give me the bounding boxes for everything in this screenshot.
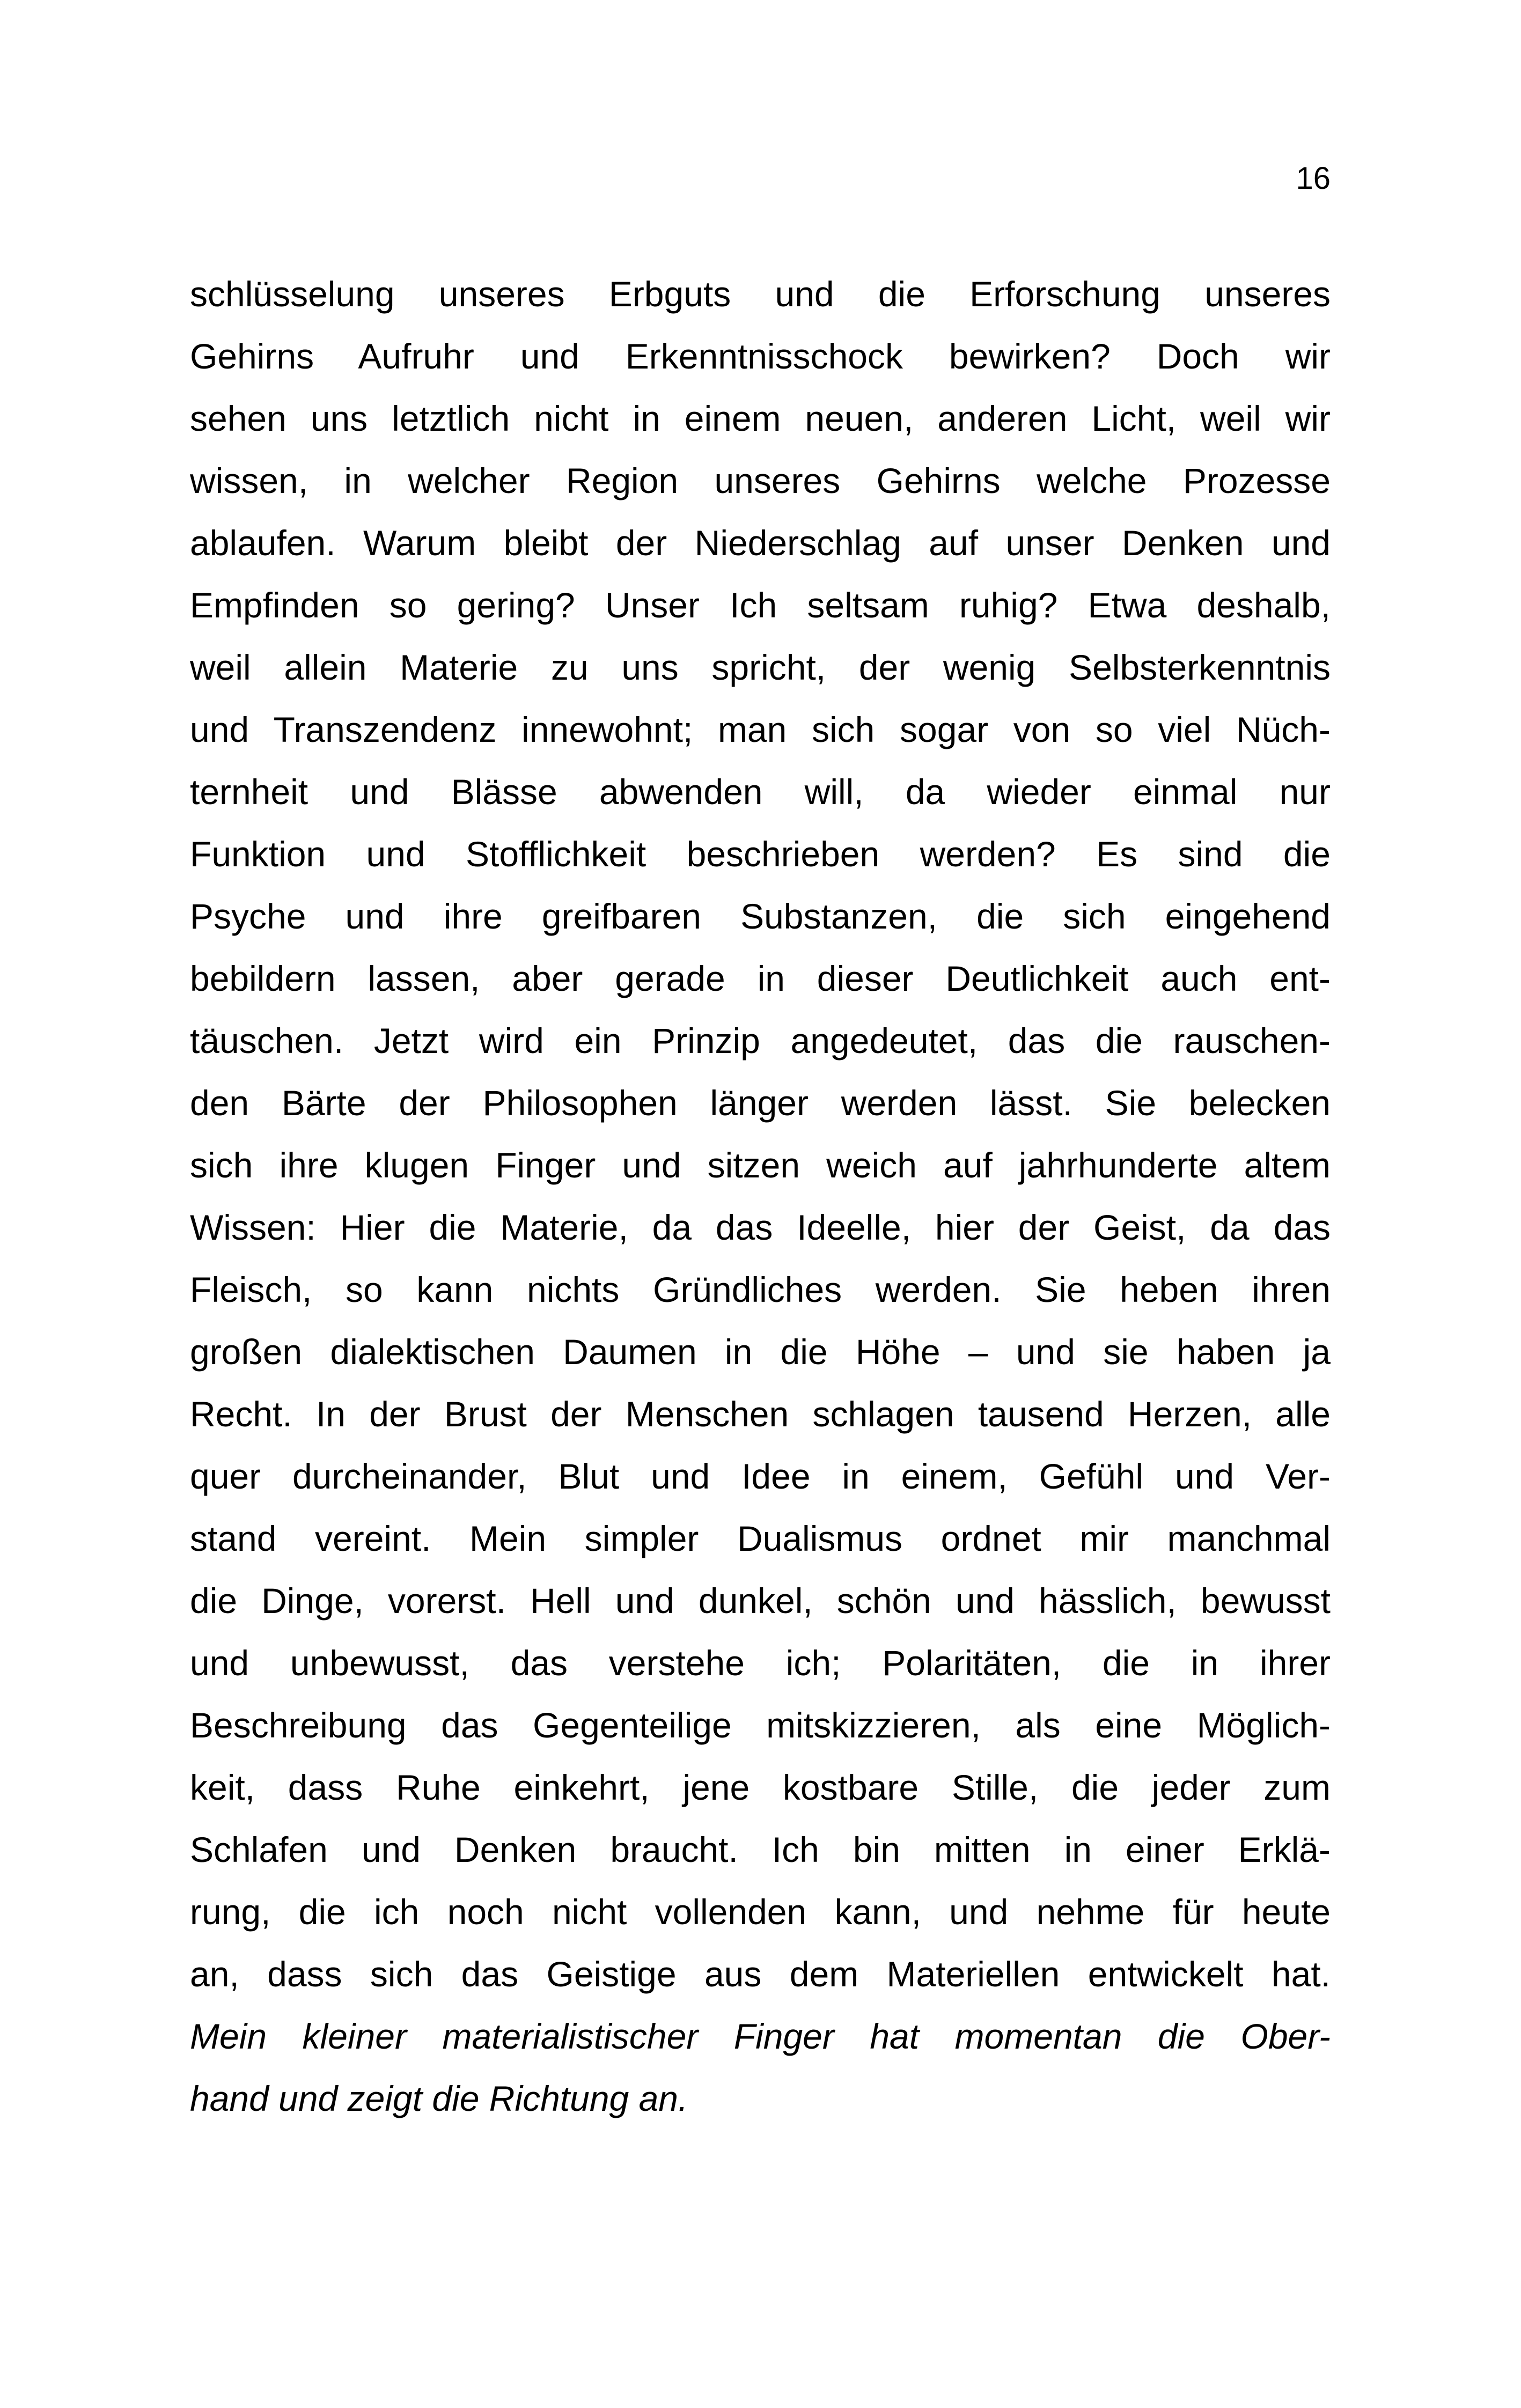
text-line: stand vereint. Mein simpler Dualismus ordnet mir manchmal: [190, 1519, 1331, 1558]
text-line: schlüsselung unseres Erbguts und die Erforschung unseres: [190, 274, 1331, 314]
text-line: Funktion und Stofflichkeit beschrieben werden? Es sind die: [190, 834, 1331, 874]
text-line: Wissen: Hier die Materie, da das Ideelle, hier der Geist, da das: [190, 1207, 1331, 1247]
text-line: Fleisch, so kann nichts Gründliches werden. Sie heben ihren: [190, 1270, 1331, 1309]
text-line: Gehirns Aufruhr und Erkenntnisschock bewirken? Doch wir: [190, 336, 1331, 376]
text-line: rung, die ich noch nicht vollenden kann, und nehme für heute: [190, 1892, 1331, 1932]
text-line: an, dass sich das Geistige aus dem Materiellen entwickelt hat.: [190, 1954, 1331, 1994]
text-line: Schlafen und Denken braucht. Ich bin mitten in einer Erklä-: [190, 1830, 1331, 1869]
text-line: ternheit und Blässe abwenden will, da wieder einmal nur: [190, 772, 1331, 812]
text-line: keit, dass Ruhe einkehrt, jene kostbare Stille, die jeder zum: [190, 1768, 1331, 1807]
text-line: ablaufen. Warum bleibt der Niederschlag auf unser Denken und: [190, 523, 1331, 563]
text-line: hand und zeigt die Richtung an.: [190, 2079, 688, 2118]
text-line: die Dinge, vorerst. Hell und dunkel, schön und hässlich, bewusst: [190, 1581, 1331, 1621]
text-line: Mein kleiner materialistischer Finger hat momentan die Ober-: [190, 2016, 1331, 2056]
text-line: sich ihre klugen Finger und sitzen weich auf jahrhunderte altem: [190, 1145, 1331, 1185]
text-line: quer durcheinander, Blut und Idee in einem, Gefühl und Ver-: [190, 1456, 1331, 1496]
page-number: 16: [1296, 161, 1331, 196]
text-line: Recht. In der Brust der Menschen schlagen tausend Herzen, alle: [190, 1394, 1331, 1434]
text-line: weil allein Materie zu uns spricht, der wenig Selbsterkenntnis: [190, 647, 1331, 687]
text-line: täuschen. Jetzt wird ein Prinzip angedeutet, das die rauschen-: [190, 1021, 1331, 1061]
body-text-block: [190, 263, 1331, 2130]
text-line: den Bärte der Philosophen länger werden lässt. Sie belecken: [190, 1083, 1331, 1123]
text-line: großen dialektischen Daumen in die Höhe – und sie haben ja: [190, 1332, 1331, 1372]
text-line: bebildern lassen, aber gerade in dieser Deutlichkeit auch ent-: [190, 959, 1331, 998]
text-line: Empfinden so gering? Unser Ich seltsam ruhig? Etwa deshalb,: [190, 585, 1331, 625]
text-line: und unbewusst, das verstehe ich; Polaritäten, die in ihrer: [190, 1643, 1331, 1683]
text-line: Psyche und ihre greifbaren Substanzen, die sich eingehend: [190, 896, 1331, 936]
text-line: Beschreibung das Gegenteilige mitskizzieren, als eine Möglich-: [190, 1705, 1331, 1745]
text-line: und Transzendenz innewohnt; man sich sogar von so viel Nüch-: [190, 710, 1331, 749]
text-line: wissen, in welcher Region unseres Gehirns welche Prozesse: [190, 461, 1331, 500]
text-line: sehen uns letztlich nicht in einem neuen, anderen Licht, weil wir: [190, 399, 1331, 438]
